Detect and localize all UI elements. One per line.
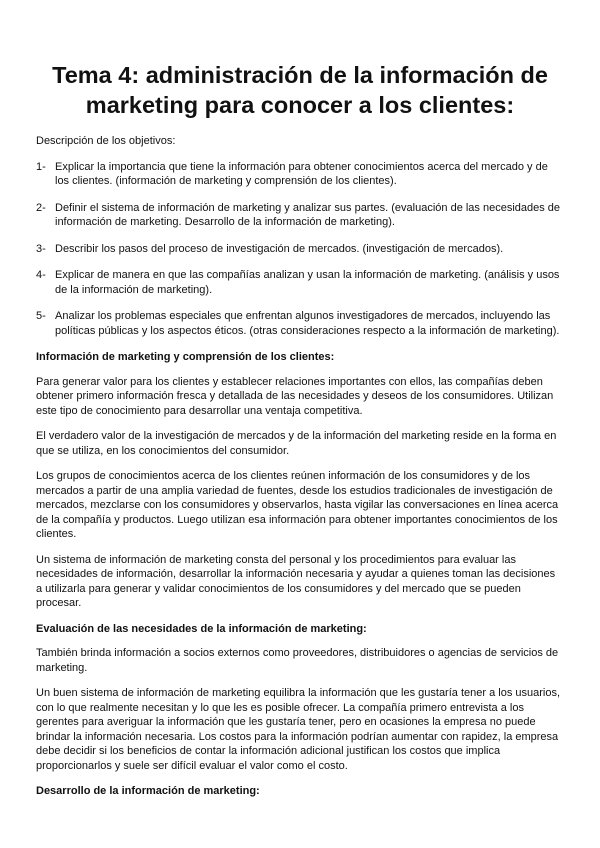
objective-number: 2- [36,201,46,214]
section-paragraph: Un buen sistema de información de marketing equilibra la información que les gustaría tener a los usuarios, con lo que realmente necesitan y lo que les es posible ofrecer. La compañía primero entrevista a los gerentes para averiguar la información que les gustaría tener, pero en ocasiones la empresa no puede brindar la información necesaria. Los costos para la información podrían aumentar con rapidez, la empresa debe decidir si los beneficios de contar la información adicional justifican los costos que implica proporcionarlos y suele ser difícil evaluar el valor como el costo. [36,687,561,772]
objectives-intro: Descripción de los objetivos: [36,135,176,147]
objective-item [36,268,564,297]
objective-text: Explicar la importancia que tiene la información para obtener conocimientos acerca del mercado y de los clientes. (información de marketing y comprensión de los clientes). [55,160,548,187]
objective-text: Explicar de manera en que las compañías analizan y usan la información de marketing. (análisis y usos de la información de marketing). [55,269,560,296]
section-heading: Desarrollo de la información de marketing: [36,785,260,797]
objective-text: Definir el sistema de información de marketing y analizar sus partes. (evaluación de las necesidades de información de marketing. Desarrollo de la información de marketing). [55,201,561,228]
objective-item [36,201,564,230]
section-paragraph: Un sistema de información de marketing consta del personal y los procedimientos para evaluar las necesidades de información, desarrollar la información necesaria y ayudar a quienes toman las decisiones a utilizarla para generar y validar conocimientos de los consumidores y del mercado que se pueden procesar. [36,553,556,609]
objective-item [36,160,564,189]
section-paragraph: Los grupos de conocimientos acerca de los clientes reúnen información de los consumidores y de los mercados a partir de una amplia variedad de fuentes, desde los estudios tradicionales de investigación de mercados, mezclarse con los consumidores y observarlos, hasta vigilar las conversaciones en línea acerca de la compañía y productos. Luego utilizan esa información para obtener importantes conocimientos de los clientes. [36,470,559,540]
objective-number: 4- [36,269,46,281]
section-paragraph: Para generar valor para los clientes y establecer relaciones importantes con ellos, las compañías deben obtener primero información fresca y detallada de las necesidades y deseos de los consumidores. Utilizan este tipo de conocimiento para desarrollar una ventaja competitiva. [36,375,554,417]
objective-number: 3- [36,242,46,255]
section-heading: Información de marketing y comprensión de los clientes: [36,351,335,363]
document-title: Tema 4: administración de la información de marketing para conocer a los clientes: [52,62,548,118]
objective-text: Describir los pasos del proceso de investigación de mercados. (investigación de mercados). [55,242,504,255]
objective-number: 1- [36,160,46,173]
section-paragraph: El verdadero valor de la investigación de mercados y de la información del marketing reside en la forma en que se utiliza, en los conocimientos del consumidor. [36,430,557,457]
section-paragraph: También brinda información a socios externos como proveedores, distribuidores o agencias de servicios de marketing. [36,647,559,674]
objective-number: 5- [36,310,46,322]
section-heading: Evaluación de las necesidades de la información de marketing: [36,622,367,635]
objective-item [36,242,564,257]
objective-text: Analizar los problemas especiales que enfrentan algunos investigadores de mercados, incluyendo las políticas públicas y los aspectos éticos. (otras consideraciones respecto a la información de marketing). [55,310,560,337]
objective-item [36,309,564,338]
objectives-list [36,160,564,339]
